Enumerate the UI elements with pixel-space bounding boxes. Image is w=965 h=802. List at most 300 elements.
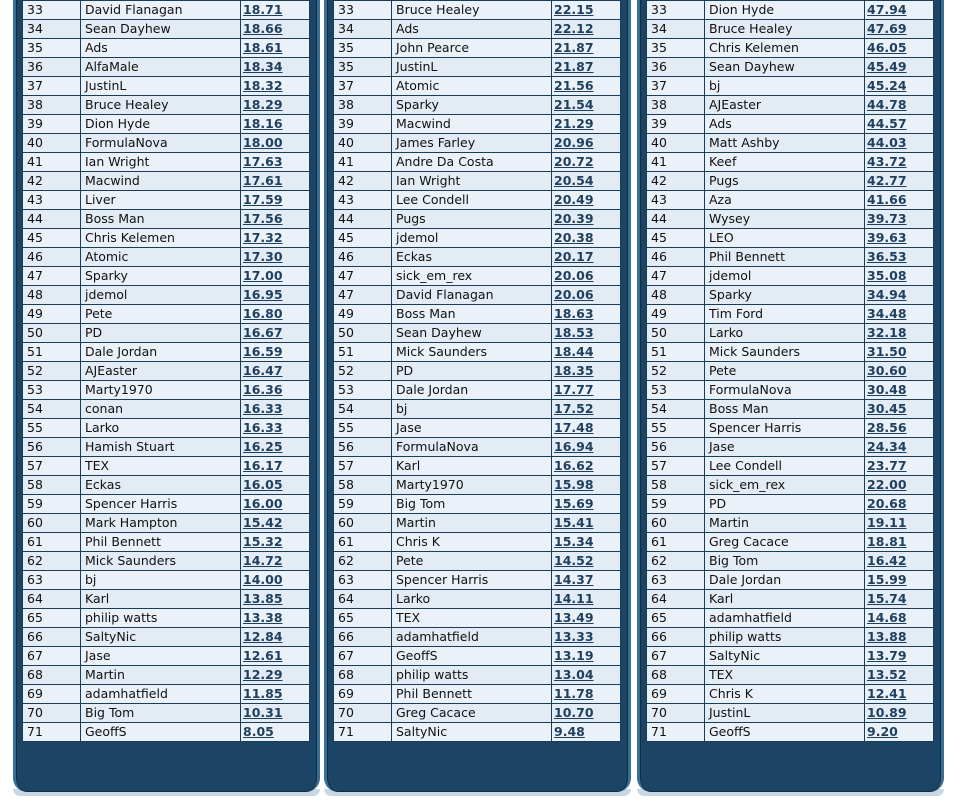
table-row [647, 115, 934, 134]
player-name-cell: TEX [81, 457, 241, 476]
player-name-cell: Keef [705, 153, 865, 172]
score-link[interactable]: 16.05 [243, 477, 283, 492]
player-name-cell: GeoffS [81, 723, 241, 742]
player-name-cell: Ads [392, 20, 552, 39]
player-name-cell: FormulaNova [392, 438, 552, 457]
score-cell [865, 362, 934, 381]
score-link[interactable]: 18.63 [554, 306, 594, 321]
score-cell [241, 134, 310, 153]
table-row [334, 77, 621, 96]
player-name-cell: Ads [705, 115, 865, 134]
rank-cell: 66 [23, 628, 81, 647]
score-link[interactable]: 12.29 [243, 667, 283, 682]
score-link[interactable]: 47.69 [867, 21, 907, 36]
score-link[interactable]: 13.38 [243, 610, 283, 625]
score-link[interactable]: 30.60 [867, 363, 907, 378]
table-row [23, 381, 310, 400]
table-row [334, 115, 621, 134]
score-link[interactable]: 18.71 [243, 2, 283, 17]
rank-cell: 59 [334, 495, 392, 514]
score-cell [552, 153, 621, 172]
player-name-cell: Ads [81, 39, 241, 58]
score-link[interactable]: 13.79 [867, 648, 907, 663]
table-row [334, 343, 621, 362]
score-link[interactable]: 14.68 [867, 610, 907, 625]
rank-cell: 52 [647, 362, 705, 381]
score-link[interactable]: 17.52 [554, 401, 594, 416]
score-link[interactable]: 15.41 [554, 515, 594, 530]
table-row [334, 267, 621, 286]
player-name-cell: Chris Kelemen [705, 39, 865, 58]
table-row [334, 476, 621, 495]
score-link[interactable]: 20.39 [554, 211, 594, 226]
score-link[interactable]: 14.52 [554, 553, 594, 568]
score-cell [241, 343, 310, 362]
table-row [23, 704, 310, 723]
table-row [23, 362, 310, 381]
score-link[interactable]: 15.32 [243, 534, 283, 549]
score-link[interactable]: 12.84 [243, 629, 283, 644]
table-row [647, 609, 934, 628]
rank-cell: 59 [23, 495, 81, 514]
score-cell [552, 704, 621, 723]
score-cell [241, 590, 310, 609]
rank-cell: 42 [334, 172, 392, 191]
table-row [23, 457, 310, 476]
score-link[interactable]: 17.59 [243, 192, 283, 207]
rank-cell: 71 [334, 723, 392, 742]
player-name-cell: Eckas [81, 476, 241, 495]
player-name-cell: LEO [705, 229, 865, 248]
score-link[interactable]: 17.00 [243, 268, 283, 283]
table-row [647, 248, 934, 267]
score-cell [552, 381, 621, 400]
rank-cell: 51 [23, 343, 81, 362]
rank-cell: 47 [334, 267, 392, 286]
score-link[interactable]: 20.06 [554, 268, 594, 283]
score-link[interactable]: 16.42 [867, 553, 907, 568]
rank-cell: 40 [334, 134, 392, 153]
rank-cell: 40 [647, 134, 705, 153]
score-link[interactable]: 16.62 [554, 458, 594, 473]
score-cell [552, 343, 621, 362]
score-link[interactable]: 13.49 [554, 610, 594, 625]
rank-cell: 52 [23, 362, 81, 381]
score-link[interactable]: 18.35 [554, 363, 594, 378]
score-cell [241, 362, 310, 381]
score-link[interactable]: 12.61 [243, 648, 283, 663]
score-link[interactable]: 15.69 [554, 496, 594, 511]
rank-cell: 39 [647, 115, 705, 134]
rank-cell: 44 [647, 210, 705, 229]
score-cell [865, 248, 934, 267]
rank-cell: 37 [23, 77, 81, 96]
player-name-cell: Greg Cacace [705, 533, 865, 552]
score-link[interactable]: 36.53 [867, 249, 907, 264]
score-link[interactable]: 13.52 [867, 667, 907, 682]
rank-cell: 66 [334, 628, 392, 647]
score-link[interactable]: 18.16 [243, 116, 283, 131]
player-name-cell: PD [81, 324, 241, 343]
score-cell [241, 476, 310, 495]
score-link[interactable]: 22.12 [554, 21, 594, 36]
score-link[interactable]: 16.59 [243, 344, 283, 359]
player-name-cell: Pete [705, 362, 865, 381]
player-name-cell: Larko [705, 324, 865, 343]
table-row [23, 552, 310, 571]
player-name-cell: Jase [705, 438, 865, 457]
score-link[interactable]: 45.24 [867, 78, 907, 93]
score-cell [241, 571, 310, 590]
score-link[interactable]: 44.57 [867, 116, 907, 131]
score-cell [241, 1, 310, 20]
score-link[interactable]: 12.41 [867, 686, 907, 701]
score-link[interactable]: 13.88 [867, 629, 907, 644]
score-link[interactable]: 18.44 [554, 344, 594, 359]
rank-cell: 48 [647, 286, 705, 305]
score-link[interactable]: 30.48 [867, 382, 907, 397]
rank-cell: 34 [334, 20, 392, 39]
player-name-cell: AlfaMale [81, 58, 241, 77]
player-name-cell: PD [705, 495, 865, 514]
score-cell [552, 229, 621, 248]
score-link[interactable]: 22.00 [867, 477, 907, 492]
score-link[interactable]: 17.77 [554, 382, 594, 397]
table-row [334, 172, 621, 191]
score-link[interactable]: 32.18 [867, 325, 907, 340]
player-name-cell: James Farley [392, 134, 552, 153]
table-row [23, 39, 310, 58]
score-link[interactable]: 17.48 [554, 420, 594, 435]
score-link[interactable]: 18.32 [243, 78, 283, 93]
table-row [647, 552, 934, 571]
player-name-cell: Lee Condell [392, 191, 552, 210]
table-row [647, 628, 934, 647]
table-row [23, 324, 310, 343]
rank-cell: 60 [23, 514, 81, 533]
score-link[interactable]: 13.19 [554, 648, 594, 663]
score-cell [241, 267, 310, 286]
score-link[interactable]: 14.00 [243, 572, 283, 587]
score-link[interactable]: 16.00 [243, 496, 283, 511]
score-link[interactable]: 18.34 [243, 59, 283, 74]
score-link[interactable]: 21.87 [554, 59, 594, 74]
player-name-cell: GeoffS [392, 647, 552, 666]
score-link[interactable]: 9.48 [554, 724, 585, 739]
score-link[interactable]: 20.17 [554, 249, 594, 264]
score-link[interactable]: 20.06 [554, 287, 594, 302]
score-link[interactable]: 16.33 [243, 420, 283, 435]
player-name-cell: sick_em_rex [705, 476, 865, 495]
score-cell [241, 666, 310, 685]
score-cell [552, 438, 621, 457]
player-name-cell: bj [392, 400, 552, 419]
rank-cell: 37 [334, 77, 392, 96]
player-name-cell: David Flanagan [392, 286, 552, 305]
score-link[interactable]: 16.17 [243, 458, 283, 473]
score-cell [241, 723, 310, 742]
score-cell [552, 476, 621, 495]
rank-cell: 61 [647, 533, 705, 552]
table-row [23, 286, 310, 305]
score-link[interactable]: 17.32 [243, 230, 283, 245]
score-cell [552, 96, 621, 115]
score-link[interactable]: 16.80 [243, 306, 283, 321]
rank-cell: 48 [23, 286, 81, 305]
table-row [334, 324, 621, 343]
rank-cell: 61 [334, 533, 392, 552]
score-cell [241, 628, 310, 647]
score-link[interactable]: 15.74 [867, 591, 907, 606]
table-row [334, 362, 621, 381]
score-cell [241, 704, 310, 723]
rank-cell: 64 [647, 590, 705, 609]
score-link[interactable]: 23.77 [867, 458, 907, 473]
table-row [647, 362, 934, 381]
score-link[interactable]: 16.47 [243, 363, 283, 378]
score-cell [865, 343, 934, 362]
player-name-cell: FormulaNova [81, 134, 241, 153]
score-link[interactable]: 17.56 [243, 211, 283, 226]
score-link[interactable]: 8.05 [243, 724, 274, 739]
score-cell [865, 438, 934, 457]
rank-cell: 67 [334, 647, 392, 666]
score-link[interactable]: 13.04 [554, 667, 594, 682]
rank-cell: 43 [334, 191, 392, 210]
score-cell [241, 533, 310, 552]
rank-cell: 62 [647, 552, 705, 571]
rank-cell: 44 [23, 210, 81, 229]
rank-cell: 58 [23, 476, 81, 495]
score-link[interactable]: 18.81 [867, 534, 907, 549]
table-row [23, 628, 310, 647]
player-name-cell: Wysey [705, 210, 865, 229]
score-link[interactable]: 15.98 [554, 477, 594, 492]
player-name-cell: Dion Hyde [705, 1, 865, 20]
score-link[interactable]: 39.63 [867, 230, 907, 245]
score-cell [865, 96, 934, 115]
rank-cell: 58 [647, 476, 705, 495]
score-link[interactable]: 16.67 [243, 325, 283, 340]
table-row [334, 20, 621, 39]
table-row [334, 685, 621, 704]
score-link[interactable]: 46.05 [867, 40, 907, 55]
player-name-cell: Dale Jordan [81, 343, 241, 362]
score-link[interactable]: 10.31 [243, 705, 283, 720]
score-link[interactable]: 21.56 [554, 78, 594, 93]
score-link[interactable]: 16.95 [243, 287, 283, 302]
player-name-cell: Marty1970 [392, 476, 552, 495]
score-link[interactable]: 16.33 [243, 401, 283, 416]
score-cell [241, 685, 310, 704]
rank-cell: 58 [334, 476, 392, 495]
player-name-cell: Karl [705, 590, 865, 609]
score-link[interactable]: 17.61 [243, 173, 283, 188]
score-link[interactable]: 18.53 [554, 325, 594, 340]
player-name-cell: Eckas [392, 248, 552, 267]
score-link[interactable]: 31.50 [867, 344, 907, 359]
rank-cell: 34 [23, 20, 81, 39]
player-name-cell: Sean Dayhew [81, 20, 241, 39]
score-link[interactable]: 11.78 [554, 686, 594, 701]
score-link[interactable]: 13.33 [554, 629, 594, 644]
rank-cell: 33 [23, 1, 81, 20]
score-link[interactable]: 20.72 [554, 154, 594, 169]
score-link[interactable]: 35.08 [867, 268, 907, 283]
rank-cell: 68 [23, 666, 81, 685]
score-cell [865, 191, 934, 210]
score-link[interactable]: 15.34 [554, 534, 594, 549]
table-row [647, 286, 934, 305]
score-link[interactable]: 14.37 [554, 572, 594, 587]
table-row [334, 305, 621, 324]
table-row [23, 343, 310, 362]
player-name-cell: Marty1970 [81, 381, 241, 400]
score-cell [865, 666, 934, 685]
score-link[interactable]: 44.78 [867, 97, 907, 112]
score-link[interactable]: 16.94 [554, 439, 594, 454]
score-link[interactable]: 41.66 [867, 192, 907, 207]
rank-cell: 56 [23, 438, 81, 457]
table-row [334, 704, 621, 723]
player-name-cell: Karl [392, 457, 552, 476]
player-name-cell: philip watts [81, 609, 241, 628]
score-link[interactable]: 20.68 [867, 496, 907, 511]
table-row [334, 571, 621, 590]
score-link[interactable]: 42.77 [867, 173, 907, 188]
score-cell [865, 419, 934, 438]
score-link[interactable]: 28.56 [867, 420, 907, 435]
score-link[interactable]: 11.85 [243, 686, 283, 701]
score-link[interactable]: 24.34 [867, 439, 907, 454]
rank-cell: 70 [23, 704, 81, 723]
score-cell [552, 400, 621, 419]
rank-cell: 65 [334, 609, 392, 628]
score-cell [241, 438, 310, 457]
rank-cell: 36 [23, 58, 81, 77]
rank-cell: 55 [23, 419, 81, 438]
rank-cell: 41 [647, 153, 705, 172]
score-link[interactable]: 19.11 [867, 515, 907, 530]
score-cell [241, 210, 310, 229]
player-name-cell: Bruce Healey [705, 20, 865, 39]
score-link[interactable]: 18.66 [243, 21, 283, 36]
rank-cell: 54 [647, 400, 705, 419]
player-name-cell: Phil Bennett [705, 248, 865, 267]
player-name-cell: Karl [81, 590, 241, 609]
score-cell [552, 362, 621, 381]
rank-cell: 38 [647, 96, 705, 115]
score-link[interactable]: 20.49 [554, 192, 594, 207]
rank-cell: 59 [647, 495, 705, 514]
score-link[interactable]: 14.11 [554, 591, 594, 606]
player-name-cell: Mark Hampton [81, 514, 241, 533]
score-link[interactable]: 9.20 [867, 724, 898, 739]
score-cell [865, 457, 934, 476]
player-name-cell: TEX [705, 666, 865, 685]
score-link[interactable]: 21.54 [554, 97, 594, 112]
rank-cell: 33 [647, 1, 705, 20]
table-row [334, 438, 621, 457]
table-row [23, 609, 310, 628]
score-link[interactable]: 13.85 [243, 591, 283, 606]
table-row [647, 134, 934, 153]
player-name-cell: Chris K [705, 685, 865, 704]
score-link[interactable]: 22.15 [554, 2, 594, 17]
rank-cell: 55 [647, 419, 705, 438]
score-link[interactable]: 18.61 [243, 40, 283, 55]
score-link[interactable]: 21.87 [554, 40, 594, 55]
score-link[interactable]: 16.36 [243, 382, 283, 397]
score-cell [552, 286, 621, 305]
score-link[interactable]: 20.96 [554, 135, 594, 150]
table-row [23, 666, 310, 685]
score-link[interactable]: 21.29 [554, 116, 594, 131]
rank-cell: 40 [23, 134, 81, 153]
score-link[interactable]: 18.29 [243, 97, 283, 112]
score-link[interactable]: 18.00 [243, 135, 283, 150]
score-link[interactable]: 39.73 [867, 211, 907, 226]
player-name-cell: Spencer Harris [705, 419, 865, 438]
score-link[interactable]: 47.94 [867, 2, 907, 17]
table-row [23, 191, 310, 210]
score-link[interactable]: 15.99 [867, 572, 907, 587]
player-name-cell: adamhatfield [705, 609, 865, 628]
score-link[interactable]: 20.38 [554, 230, 594, 245]
player-name-cell: Mick Saunders [705, 343, 865, 362]
player-name-cell: Jase [392, 419, 552, 438]
score-link[interactable]: 34.94 [867, 287, 907, 302]
score-link[interactable]: 16.25 [243, 439, 283, 454]
score-link[interactable]: 44.03 [867, 135, 907, 150]
rank-cell: 65 [647, 609, 705, 628]
score-cell [241, 248, 310, 267]
score-link[interactable]: 20.54 [554, 173, 594, 188]
table-row [23, 134, 310, 153]
player-name-cell: Boss Man [392, 305, 552, 324]
score-link[interactable]: 43.72 [867, 154, 907, 169]
score-link[interactable]: 30.45 [867, 401, 907, 416]
table-row [334, 723, 621, 742]
score-link[interactable]: 17.63 [243, 154, 283, 169]
score-link[interactable]: 34.48 [867, 306, 907, 321]
score-link[interactable]: 10.89 [867, 705, 907, 720]
player-name-cell: Larko [392, 590, 552, 609]
rank-cell: 37 [647, 77, 705, 96]
rank-cell: 47 [334, 286, 392, 305]
score-link[interactable]: 17.30 [243, 249, 283, 264]
score-cell [552, 20, 621, 39]
score-cell [552, 628, 621, 647]
rank-cell: 47 [647, 267, 705, 286]
score-link[interactable]: 15.42 [243, 515, 283, 530]
rank-cell: 36 [647, 58, 705, 77]
table-row [23, 571, 310, 590]
score-link[interactable]: 45.49 [867, 59, 907, 74]
rank-cell: 44 [334, 210, 392, 229]
score-link[interactable]: 14.72 [243, 553, 283, 568]
table-row [334, 248, 621, 267]
rank-cell: 63 [334, 571, 392, 590]
rank-cell: 43 [647, 191, 705, 210]
table-row [647, 20, 934, 39]
player-name-cell: Greg Cacace [392, 704, 552, 723]
score-cell [552, 172, 621, 191]
rank-cell: 67 [647, 647, 705, 666]
table-row [334, 609, 621, 628]
score-cell [865, 172, 934, 191]
score-link[interactable]: 10.70 [554, 705, 594, 720]
